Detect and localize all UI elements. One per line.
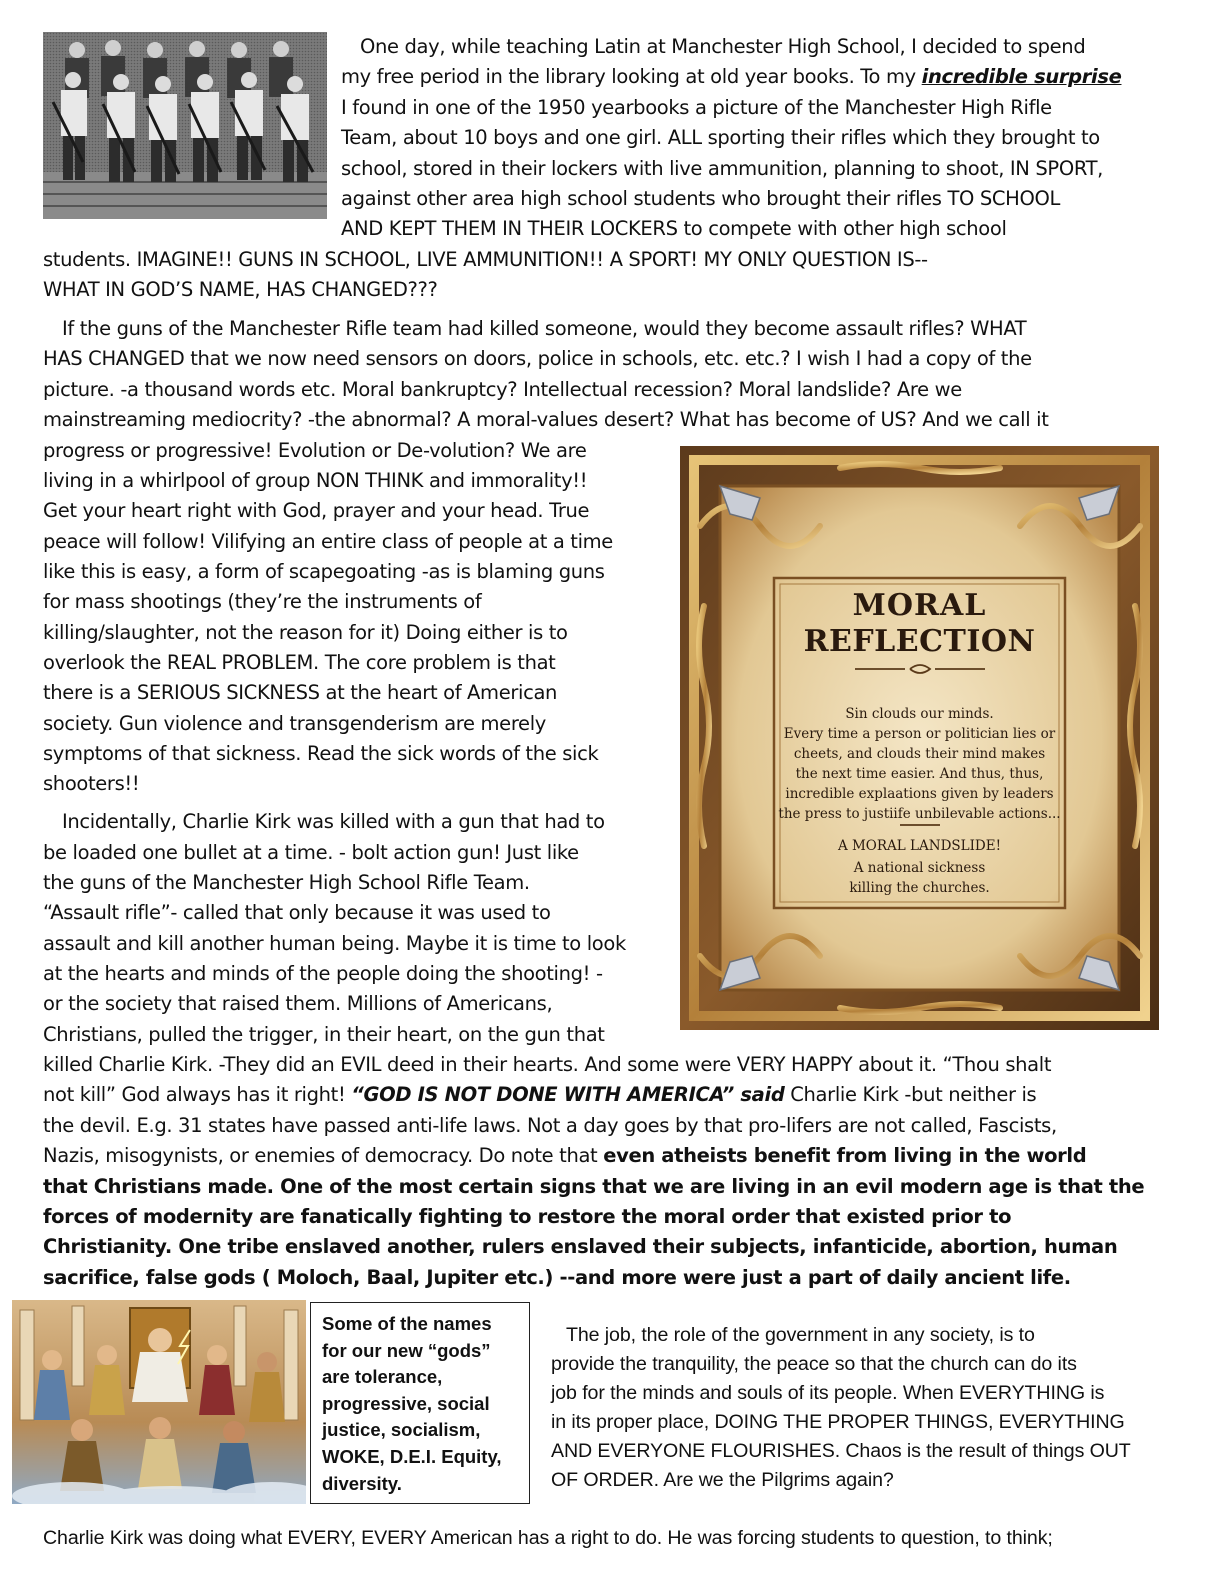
para3-line-3: the guns of the Manchester High School Rifle Team.: [43, 871, 530, 894]
intro-line-2-text: my free period in the library looking at old year books. To my: [341, 65, 922, 88]
moral-title-1: MORAL: [852, 588, 987, 623]
government-line-4: in its proper place, DOING THE PROPER THINGS, EVERYTHING: [551, 1411, 1125, 1433]
para2-line-6: living in a whirlpool of group NON THINK and immorality!!: [43, 469, 588, 492]
moral-reflection-image: [680, 446, 1159, 1030]
para3-line-10-start: not kill” God always has it right!: [43, 1083, 352, 1106]
moral-body-5: incredible explaations given by leaders: [785, 786, 1054, 802]
intro-line-5: school, stored in their lockers with live ammunition, planning to shoot, IN SPORT,: [341, 157, 1104, 180]
para2-line-9: like this is easy, a form of scapegoating -as is blaming guns: [43, 560, 605, 583]
moral-body-1: Sin clouds our minds.: [845, 706, 994, 722]
government-line-5: AND EVERYONE FLOURISHES. Chaos is the result of things OUT: [551, 1440, 1131, 1462]
para3-line-10-end: Charlie Kirk -but neither is: [784, 1083, 1037, 1106]
rifle-team-photo: [43, 32, 327, 219]
moral-body-2: Every time a person or politician lies or: [783, 726, 1056, 742]
intro-line-1: One day, while teaching Latin at Manchester High School, I decided to spend: [360, 35, 1086, 58]
para2-line-1: If the guns of the Manchester Rifle team had killed someone, would they become assault rifles? WHAT: [62, 317, 1027, 340]
para3-line-12-start: Nazis, misogynists, or enemies of democracy. Do note that: [43, 1144, 604, 1167]
moral-closing-3: killing the churches.: [849, 880, 990, 896]
intro-line-3: I found in one of the 1950 yearbooks a picture of the Manchester High Rifle: [341, 96, 1052, 119]
intro-line-7: AND KEPT THEM IN THEIR LOCKERS to compete with other high school: [341, 217, 1007, 240]
para3-line-14: forces of modernity are fanatically fighting to restore the moral order that existed prior to: [43, 1205, 1012, 1228]
para2-line-2: HAS CHANGED that we now need sensors on doors, police in schools, etc. etc.? I wish I had a copy of the: [43, 347, 1032, 370]
para2-line-4: mainstreaming mediocrity? -the abnormal? A moral-values desert? What has become of US? And we call it: [43, 408, 1049, 431]
para3-line-7: or the society that raised them. Millions of Americans,: [43, 992, 553, 1015]
god-not-done-quote: “GOD IS NOT DONE WITH AMERICA” said: [351, 1083, 785, 1106]
atheists-benefit-bold: even atheists benefit from living in the world: [603, 1144, 1087, 1167]
para2-line-16: shooters!!: [43, 772, 140, 795]
para3-line-6: at the hearts and minds of the people doing the shooting! -: [43, 962, 603, 985]
para3-line-12: [43, 1141, 1086, 1171]
para3-line-5: assault and kill another human being. Maybe it is time to look: [43, 932, 626, 955]
para2-line-7: Get your heart right with God, prayer and your head. True: [43, 499, 590, 522]
para2-line-5: progress or progressive! Evolution or De-volution? We are: [43, 439, 587, 462]
ancient-gods-image: [12, 1300, 306, 1504]
intro-line-9: WHAT IN GOD’S NAME, HAS CHANGED???: [43, 278, 438, 301]
moral-closing-2: A national sickness: [853, 860, 986, 876]
moral-title-2: REFLECTION: [803, 624, 1036, 659]
intro-line-4: Team, about 10 boys and one girl. ALL sporting their rifles which they brought to: [341, 126, 1100, 149]
para3-line-11: the devil. E.g. 31 states have passed anti-life laws. Not a day goes by that pro-lifers are not called, Fascists,: [43, 1114, 1057, 1137]
para2-line-10: for mass shootings (they’re the instruments of: [43, 590, 482, 613]
para3-line-2: be loaded one bullet at a time. - bolt action gun! Just like: [43, 841, 579, 864]
para3-line-8: Christians, pulled the trigger, in their heart, on the gun that: [43, 1023, 605, 1046]
para2-line-8: peace will follow! Vilifying an entire class of people at a time: [43, 530, 613, 553]
government-line-6: OF ORDER. Are we the Pilgrims again?: [551, 1469, 894, 1491]
para2-line-12: overlook the REAL PROBLEM. The core problem is that: [43, 651, 556, 674]
moral-body-6: the press to justiife unbilevable actions...: [778, 806, 1061, 822]
moral-body-4: the next time easier. And thus, thus,: [795, 766, 1044, 782]
new-gods-text: Some of the names for our new “gods” are tolerance, progressive, social justice, socialism, WOKE, D.E.I. Equity, diversity.: [322, 1313, 502, 1494]
government-line-3: job for the minds and souls of its people. When EVERYTHING is: [551, 1382, 1105, 1404]
para3-line-16: sacrifice, false gods ( Moloch, Baal, Jupiter etc.) --and more were just a part of daily ancient life.: [43, 1266, 1071, 1289]
intro-line-6: against other area high school students who brought their rifles TO SCHOOL: [341, 187, 1060, 210]
intro-line-8: students. IMAGINE!! GUNS IN SCHOOL, LIVE AMMUNITION!! A SPORT! MY ONLY QUESTION IS--: [43, 248, 928, 271]
para2-line-3: picture. -a thousand words etc. Moral bankruptcy? Intellectual recession? Moral landslide? Are we: [43, 378, 962, 401]
para3-line-10: [43, 1080, 1036, 1110]
moral-closing-1: A MORAL LANDSLIDE!: [837, 838, 1002, 854]
incredible-surprise-emphasis: incredible surprise: [921, 65, 1122, 88]
para3-line-1: Incidentally, Charlie Kirk was killed with a gun that had to: [62, 810, 605, 833]
para2-line-13: there is a SERIOUS SICKNESS at the heart of American: [43, 681, 558, 704]
para2-line-11: killing/slaughter, not the reason for it) Doing either is to: [43, 621, 568, 644]
para2-line-15: symptoms of that sickness. Read the sick words of the sick: [43, 742, 599, 765]
closing-line-1: Charlie Kirk was doing what EVERY, EVERY American has a right to do. He was forcing students to question, to think;: [43, 1527, 1053, 1549]
government-line-1: The job, the role of the government in any society, is to: [566, 1324, 1035, 1346]
para3-line-4: “Assault rifle”- called that only because it was used to: [43, 901, 551, 924]
intro-line-2: [341, 62, 1121, 92]
government-line-2: provide the tranquility, the peace so that the church can do its: [551, 1353, 1077, 1375]
new-gods-callout: [310, 1302, 530, 1504]
moral-body-3: cheets, and clouds their mind makes: [793, 746, 1046, 762]
para3-line-13: that Christians made. One of the most certain signs that we are living in an evil modern age is that the: [43, 1175, 1145, 1198]
para3-line-9: killed Charlie Kirk. -They did an EVIL deed in their hearts. And some were VERY HAPPY about it. “Thou shalt: [43, 1053, 1052, 1076]
para3-line-15: Christianity. One tribe enslaved another, rulers enslaved their subjects, infanticide, abortion, human: [43, 1235, 1118, 1258]
para2-line-14: society. Gun violence and transgenderism are merely: [43, 712, 546, 735]
